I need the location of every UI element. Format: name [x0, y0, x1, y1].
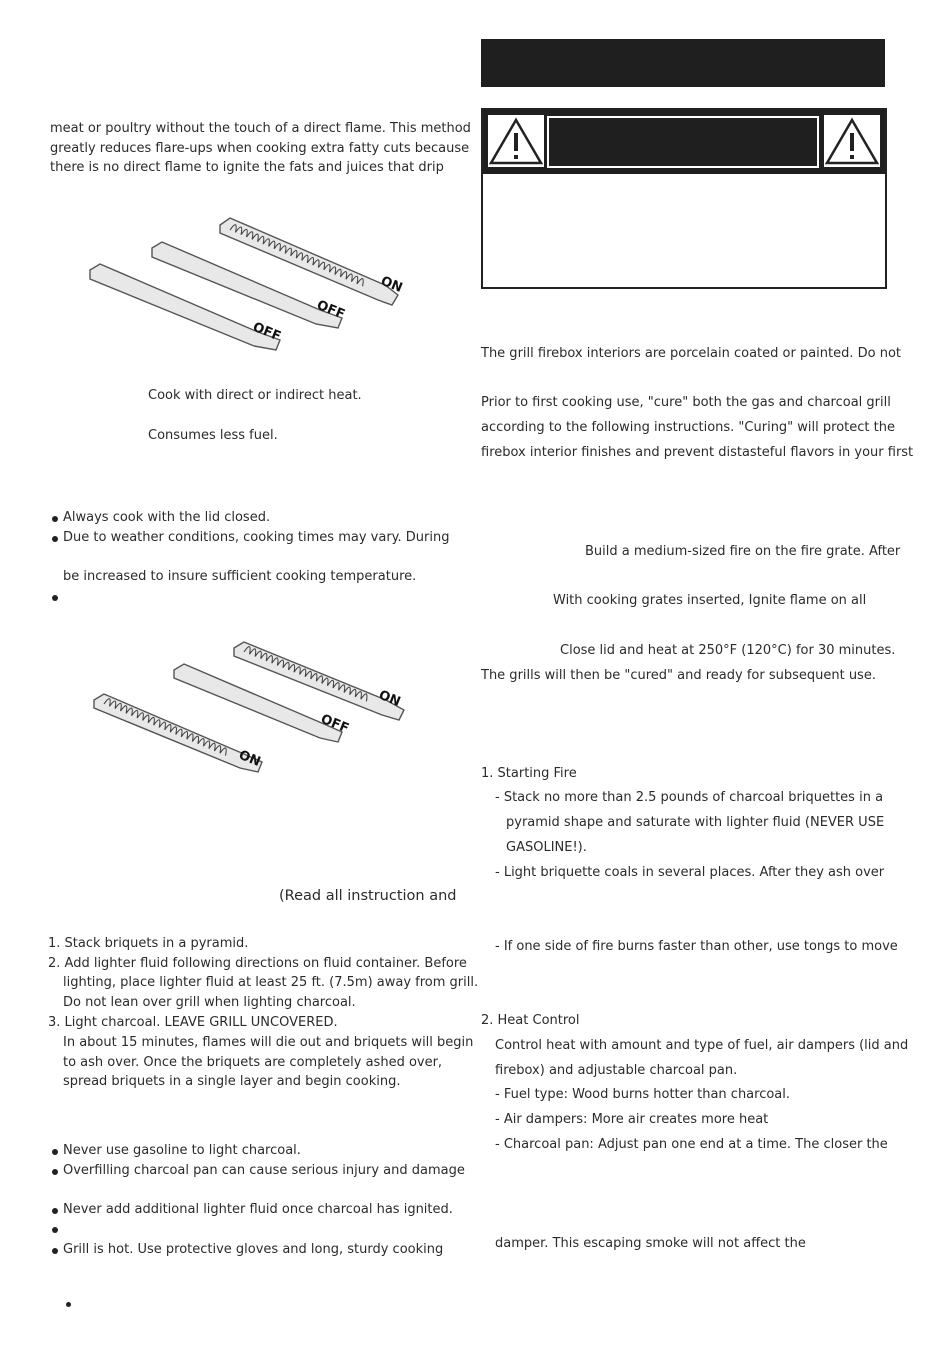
- fire-line: GASOLINE!).: [506, 840, 587, 855]
- tip-line: be increased to insure sufficient cooking temperature.: [63, 569, 417, 584]
- step-line: In about 15 minutes, flames will die out and briquets will begin: [63, 1035, 474, 1050]
- bullet: [52, 1149, 58, 1155]
- warning-line: Never use gasoline to light charcoal.: [63, 1143, 301, 1158]
- step-line: Do not lean over grill when lighting charcoal.: [63, 995, 356, 1010]
- step-line: to ash over. Once the briquets are completely ashed over,: [63, 1055, 443, 1070]
- burner-state-label: OFF: [314, 297, 347, 323]
- fire-line: - Stack no more than 2.5 pounds of charcoal briquettes in a: [495, 790, 884, 805]
- burner-tube: [90, 264, 280, 350]
- section-header-bar: [481, 39, 885, 87]
- burner-diagram-direct: [86, 630, 416, 780]
- curing-line: Close lid and heat at 250°F (120°C) for 30 minutes.: [560, 643, 896, 658]
- benefit-line: Cook with direct or indirect heat.: [148, 388, 362, 403]
- step-line: 2. Add lighter fluid following directions on fluid container. Before: [48, 956, 467, 971]
- burner-diagram-indirect: [80, 200, 420, 360]
- heat-line: Control heat with amount and type of fuel, air dampers (lid and: [495, 1038, 909, 1053]
- burner-state-label: ON: [378, 273, 405, 296]
- heat-line: - Charcoal pan: Adjust pan one end at a time. The closer the: [495, 1137, 888, 1152]
- heat-line: firebox) and adjustable charcoal pan.: [495, 1063, 738, 1078]
- warning-title-panel: [547, 116, 819, 168]
- curing-line: firebox interior finishes and prevent distasteful flavors in your first: [481, 445, 914, 460]
- curing-line: Prior to first cooking use, "cure" both the gas and charcoal grill: [481, 395, 891, 410]
- warning-line: Grill is hot. Use protective gloves and long, sturdy cooking: [63, 1242, 444, 1257]
- warning-box: [481, 108, 887, 289]
- burner-state-label: ON: [236, 747, 263, 770]
- step-line: 3. Light charcoal. LEAVE GRILL UNCOVERED.: [48, 1015, 338, 1030]
- bullet: [66, 1302, 71, 1307]
- warning-line: Never add additional lighter fluid once charcoal has ignited.: [63, 1202, 453, 1217]
- heat-line: - Fuel type: Wood burns hotter than charcoal.: [495, 1087, 791, 1102]
- curing-line: The grills will then be "cured" and ready for subsequent use.: [481, 668, 876, 683]
- bullet: [52, 516, 58, 522]
- fire-line: 1. Starting Fire: [481, 766, 577, 781]
- curing-line: With cooking grates inserted, Ignite flame on all: [553, 593, 867, 608]
- burner-state-label: OFF: [318, 711, 351, 737]
- intro-line: there is no direct flame to ignite the fats and juices that drip: [50, 160, 444, 175]
- fire-line: - If one side of fire burns faster than other, use tongs to move: [495, 939, 898, 954]
- intro-line: greatly reduces flare-ups when cooking extra fatty cuts because: [50, 141, 470, 156]
- read-all-note: (Read all instruction and: [279, 888, 457, 904]
- heat-line: - Air dampers: More air creates more heat: [495, 1112, 769, 1127]
- bullet: [52, 536, 58, 542]
- bullet: [52, 595, 58, 601]
- tip-line: Due to weather conditions, cooking times may vary. During: [63, 530, 450, 545]
- tip-line: Always cook with the lid closed.: [63, 510, 271, 525]
- warning-icon: [488, 115, 544, 167]
- curing-line: The grill firebox interiors are porcelain coated or painted. Do not: [481, 346, 902, 361]
- burner-state-label: ON: [376, 687, 403, 710]
- heat-line: damper. This escaping smoke will not affect the: [495, 1236, 806, 1251]
- step-line: spread briquets in a single layer and begin cooking.: [63, 1074, 401, 1089]
- warning-header: [483, 110, 885, 174]
- burner-state-label: OFF: [250, 319, 283, 345]
- curing-line: according to the following instructions. "Curing" will protect the: [481, 420, 895, 435]
- heat-line: 2. Heat Control: [481, 1013, 580, 1028]
- warning-line: Overfilling charcoal pan can cause serious injury and damage: [63, 1163, 465, 1178]
- intro-line: meat or poultry without the touch of a direct flame. This method: [50, 121, 471, 136]
- bullet: [52, 1227, 58, 1233]
- fire-line: pyramid shape and saturate with lighter fluid (NEVER USE: [506, 815, 885, 830]
- bullet: [52, 1169, 58, 1175]
- warning-icon: [824, 115, 880, 167]
- bullet: [52, 1208, 58, 1214]
- fire-line: - Light briquette coals in several places. After they ash over: [495, 865, 885, 880]
- benefit-line: Consumes less fuel.: [148, 428, 278, 443]
- curing-line: Build a medium-sized fire on the fire grate. After: [585, 544, 901, 559]
- step-line: 1. Stack briquets in a pyramid.: [48, 936, 249, 951]
- bullet: [52, 1248, 58, 1254]
- step-line: lighting, place lighter fluid at least 25 ft. (7.5m) away from grill.: [63, 975, 479, 990]
